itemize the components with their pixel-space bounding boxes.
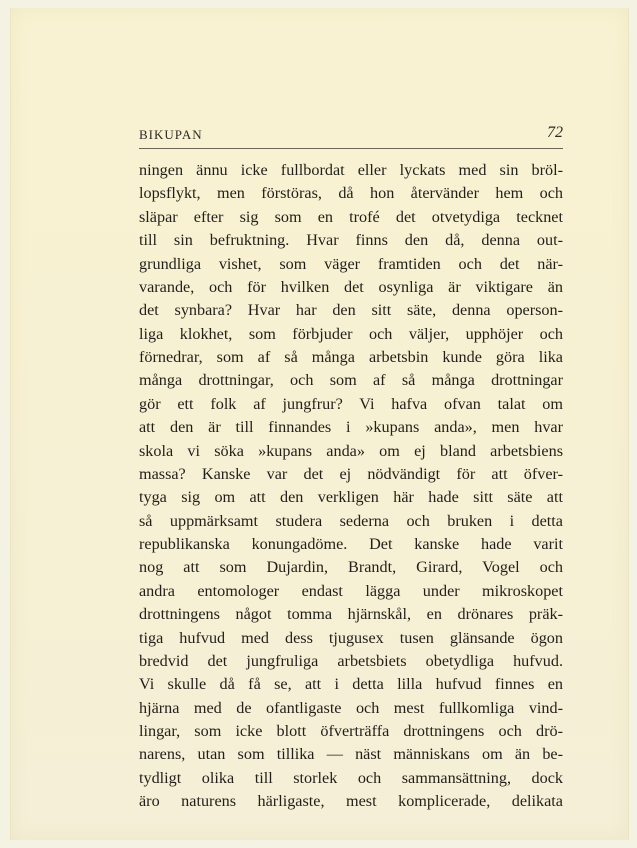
text-line: många drottningar, och som af så många drottningar bbox=[139, 371, 563, 390]
text-line: skola vi söka »kupans anda» om ej bland arbetsbiens bbox=[139, 441, 563, 460]
text-line: hjärna med de ofantligaste och mest fullkomliga vind- bbox=[139, 698, 563, 717]
text-line: lingar, som icke blott öfverträffa drottningens och drö- bbox=[139, 722, 563, 740]
text-line: det synbara? Hvar har den sitt säte, denna operson- bbox=[139, 301, 563, 320]
text-line: tiga hufvud med dess tjugusex tusen glänsande ögon bbox=[139, 628, 563, 647]
text-line: nog att som Dujardin, Brandt, Girard, Vogel och bbox=[139, 558, 563, 577]
text-line: liga klokhet, som förbjuder och väljer, upphöjer och bbox=[139, 324, 563, 343]
text-line: förnedrar, som af så många arbetsbin kunde göra lika bbox=[139, 348, 563, 366]
text-line: tyga sig om att den verkligen här hade sitt säte att bbox=[139, 488, 563, 507]
body-text bbox=[139, 159, 563, 814]
text-line: till sin befruktning. Hvar finns den då, denna out- bbox=[139, 231, 563, 250]
text-line: andra entomologer endast lägga under mikroskopet bbox=[139, 581, 563, 600]
text-line: republikanska konungadöme. Det kanske hade varit bbox=[139, 535, 563, 553]
text-line: släpar efter sig som en trofé det otvetydiga tecknet bbox=[139, 207, 563, 226]
text-line: tydligt olika till storlek och sammansättning, dock bbox=[139, 768, 563, 787]
page-header bbox=[139, 126, 563, 149]
text-line: grundliga vishet, som väger framtiden och det när- bbox=[139, 254, 563, 273]
text-line: narens, utan som tillika — näst människans om än be- bbox=[139, 745, 563, 764]
text-line: äro naturens härligaste, mest komplicerade, delikata bbox=[139, 792, 563, 811]
page-number: 72 bbox=[547, 124, 563, 141]
book-page bbox=[10, 8, 629, 840]
text-line: ningen ännu icke fullbordat eller lyckats med sin bröl- bbox=[139, 161, 563, 179]
text-line: bredvid det jungfruliga arbetsbiets obetydliga hufvud. bbox=[139, 651, 563, 670]
text-line: gör ett folk af jungfrur? Vi hafva ofvan talat om bbox=[139, 394, 563, 413]
text-line: så uppmärksamt studera sederna och bruken i detta bbox=[139, 511, 563, 530]
text-line: drottningens något tomma hjärnskål, en drönares präk- bbox=[139, 605, 563, 624]
text-line: massa? Kanske var det ej nödvändigt för att öfver- bbox=[139, 464, 563, 483]
running-title: BIKUPAN bbox=[139, 127, 203, 142]
text-line: Vi skulle då få se, att i detta lilla hufvud finnes en bbox=[139, 675, 563, 694]
text-line: lopsflykt, men förstöras, då hon återvänder hem och bbox=[139, 184, 563, 203]
text-line: att den är till finnandes i »kupans anda», men hvar bbox=[139, 418, 563, 437]
text-line: varande, och för hvilken det osynliga är viktigare än bbox=[139, 277, 563, 296]
